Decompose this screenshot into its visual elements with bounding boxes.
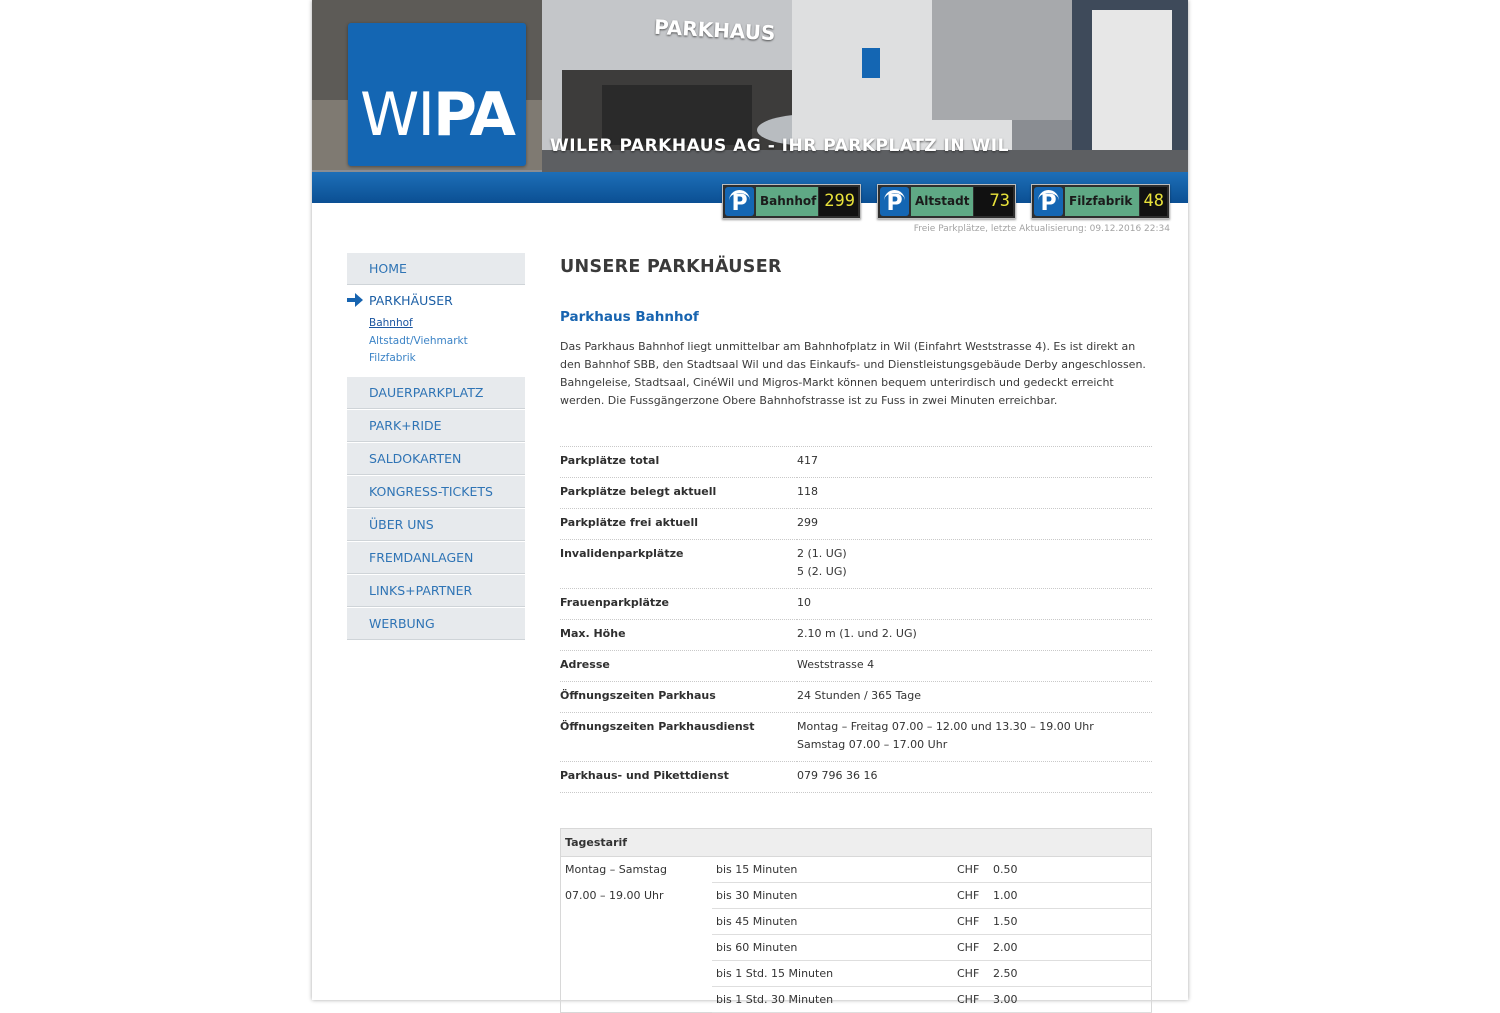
tarif-period bbox=[561, 935, 713, 961]
nav-item-kongress-tickets[interactable]: KONGRESS-TICKETS bbox=[347, 475, 525, 508]
fact-value-line: Weststrasse 4 bbox=[797, 658, 875, 671]
tarif-currency: CHF bbox=[953, 909, 989, 935]
fact-key: Frauenparkplätze bbox=[560, 589, 797, 620]
fact-key: Parkplätze frei aktuell bbox=[560, 509, 797, 540]
subnav bbox=[347, 315, 525, 368]
table-row bbox=[560, 478, 1152, 509]
fact-value bbox=[797, 762, 1152, 793]
table-row bbox=[560, 651, 1152, 682]
logo-text-light: WI bbox=[360, 80, 434, 150]
table-row bbox=[560, 762, 1152, 793]
subnav-item-altstadt[interactable]: Altstadt/Viehmarkt bbox=[369, 334, 468, 347]
header-banner bbox=[312, 0, 1188, 203]
table-row bbox=[560, 713, 1152, 762]
tarif-duration: bis 45 Minuten bbox=[712, 909, 953, 935]
counter-filzfabrik[interactable] bbox=[1031, 184, 1170, 219]
table-row bbox=[560, 447, 1152, 478]
parking-icon: P bbox=[725, 187, 754, 216]
fact-value-line: 2 (1. UG) bbox=[797, 547, 847, 560]
fact-value bbox=[797, 589, 1152, 620]
tarif-currency: CHF bbox=[953, 883, 989, 909]
tarif-heading: Tagestarif bbox=[561, 829, 1152, 857]
fact-value-line: 417 bbox=[797, 454, 818, 467]
table-row bbox=[561, 857, 1152, 883]
fact-key: Parkplätze belegt aktuell bbox=[560, 478, 797, 509]
table-row bbox=[560, 620, 1152, 651]
nav-item-ueber-uns[interactable]: ÜBER UNS bbox=[347, 508, 525, 541]
tarif-duration: bis 15 Minuten bbox=[712, 857, 953, 883]
fact-value bbox=[797, 509, 1152, 540]
fact-value bbox=[797, 478, 1152, 509]
tarif-price: 2.50 bbox=[989, 961, 1152, 987]
building-sign: PARKHAUS bbox=[653, 14, 776, 46]
tarif-currency: CHF bbox=[953, 987, 989, 1013]
wipa-logo[interactable] bbox=[348, 23, 526, 166]
tarif-price: 2.00 bbox=[989, 935, 1152, 961]
fact-key: Adresse bbox=[560, 651, 797, 682]
fact-value bbox=[797, 447, 1152, 478]
nav-item-fremdanlagen[interactable]: FREMDANLAGEN bbox=[347, 541, 525, 574]
page-container bbox=[312, 0, 1188, 1006]
tarif-period: Montag – Samstag bbox=[565, 863, 667, 877]
fact-value-line: 5 (2. UG) bbox=[797, 565, 847, 578]
counter-name: Bahnhof bbox=[756, 187, 818, 216]
table-row bbox=[560, 509, 1152, 540]
page-title: UNSERE PARKHÄUSER bbox=[560, 257, 782, 277]
arrow-right-icon bbox=[347, 293, 363, 307]
fact-value-line: 299 bbox=[797, 516, 818, 529]
fact-value-line: 118 bbox=[797, 485, 818, 498]
tarif-currency: CHF bbox=[953, 935, 989, 961]
tarif-price: 0.50 bbox=[989, 857, 1152, 883]
fact-key: Parkplätze total bbox=[560, 447, 797, 478]
table-row bbox=[560, 589, 1152, 620]
fact-value-line: 10 bbox=[797, 596, 811, 609]
subnav-item-filzfabrik[interactable]: Filzfabrik bbox=[369, 352, 416, 364]
counter-bahnhof[interactable] bbox=[722, 184, 861, 219]
logo-text-bold: PA bbox=[433, 80, 514, 150]
table-row bbox=[561, 961, 1152, 987]
fact-value-line: Samstag 07.00 – 17.00 Uhr bbox=[797, 738, 948, 751]
fact-value bbox=[797, 651, 1152, 682]
nav-item-werbung[interactable]: WERBUNG bbox=[347, 607, 525, 640]
fact-value-line: 2.10 m (1. und 2. UG) bbox=[797, 627, 917, 640]
table-row bbox=[560, 682, 1152, 713]
fact-key: Invalidenparkplätze bbox=[560, 540, 797, 589]
fact-value-line: Montag – Freitag 07.00 – 12.00 und 13.30 – 19.00 Uhr bbox=[797, 720, 1094, 733]
tarif-table bbox=[560, 828, 1152, 1013]
fact-value-line: 24 Stunden / 365 Tage bbox=[797, 689, 922, 702]
fact-key: Öffnungszeiten Parkhausdienst bbox=[560, 713, 797, 762]
section-title: Parkhaus Bahnhof bbox=[560, 309, 699, 325]
fact-value bbox=[797, 620, 1152, 651]
table-row bbox=[561, 935, 1152, 961]
counter-value: 299 bbox=[819, 187, 858, 216]
counter-name: Filzfabrik bbox=[1065, 187, 1139, 216]
facts-table bbox=[560, 446, 1152, 793]
nav-item-dauerparkplatz[interactable]: DAUERPARKPLATZ bbox=[347, 376, 525, 409]
fact-value bbox=[797, 713, 1152, 762]
table-row bbox=[561, 883, 1152, 909]
nav-item-label: PARKHÄUSER bbox=[369, 293, 453, 308]
nav-item-park-ride[interactable]: PARK+RIDE bbox=[347, 409, 525, 442]
logo-text bbox=[360, 80, 520, 150]
table-row bbox=[560, 540, 1152, 589]
tagline: WILER PARKHAUS AG - IHR PARKPLATZ IN WIL bbox=[550, 136, 1009, 156]
fact-key: Max. Höhe bbox=[560, 620, 797, 651]
tarif-price: 1.50 bbox=[989, 909, 1152, 935]
nav-item-parkhaeuser[interactable] bbox=[347, 285, 525, 376]
tarif-period bbox=[561, 909, 713, 935]
tarif-currency: CHF bbox=[953, 961, 989, 987]
subnav-item-bahnhof[interactable]: Bahnhof bbox=[369, 317, 413, 329]
tarif-currency: CHF bbox=[953, 857, 989, 883]
tarif-price: 3.00 bbox=[989, 987, 1152, 1013]
tarif-duration: bis 60 Minuten bbox=[712, 935, 953, 961]
fact-value bbox=[797, 540, 1152, 589]
intro-text: Das Parkhaus Bahnhof liegt unmittelbar am Bahnhofplatz in Wil (Einfahrt Weststrasse 4). Es ist direkt an den Bahnhof SBB, den Stadtsaal Wil und das Einkaufs- und Dienstleistungsgebäude Derby angeschlossen. Bahngeleise, Stadtsaal, CinéWil und Migros-Markt können bequem unterirdisch und gedeckt erreicht werden. Die Fussgängerzone Obere Bahnhofstrasse ist zu Fuss in zwei Minuten erreichbar. bbox=[560, 340, 1146, 407]
tarif-duration: bis 1 Std. 30 Minuten bbox=[712, 987, 953, 1013]
parking-icon: P bbox=[1034, 187, 1063, 216]
tarif-header-row bbox=[561, 829, 1152, 857]
fact-key: Parkhaus- und Pikettdienst bbox=[560, 762, 797, 793]
tarif-duration: bis 30 Minuten bbox=[712, 883, 953, 909]
tarif-duration: bis 1 Std. 15 Minuten bbox=[712, 961, 953, 987]
counter-value: 48 bbox=[1140, 187, 1167, 216]
tarif-price: 1.00 bbox=[989, 883, 1152, 909]
counter-name: Altstadt bbox=[911, 187, 973, 216]
nav-item-saldokarten[interactable]: SALDOKARTEN bbox=[347, 442, 525, 475]
fact-key: Öffnungszeiten Parkhaus bbox=[560, 682, 797, 713]
tarif-period: 07.00 – 19.00 Uhr bbox=[565, 889, 664, 902]
nav-item-links-partner[interactable]: LINKS+PARTNER bbox=[347, 574, 525, 607]
counter-altstadt[interactable] bbox=[877, 184, 1016, 219]
tarif-period bbox=[561, 961, 713, 987]
fact-value bbox=[797, 682, 1152, 713]
fact-value-line: 079 796 36 16 bbox=[797, 769, 878, 782]
update-note: Freie Parkplätze, letzte Aktualisierung: 09.12.2016 22:34 bbox=[913, 224, 1170, 234]
parking-icon: P bbox=[880, 187, 909, 216]
table-row bbox=[561, 909, 1152, 935]
counter-value: 73 bbox=[974, 187, 1013, 216]
sidebar-nav bbox=[347, 252, 525, 640]
nav-item-home[interactable]: HOME bbox=[347, 252, 525, 285]
